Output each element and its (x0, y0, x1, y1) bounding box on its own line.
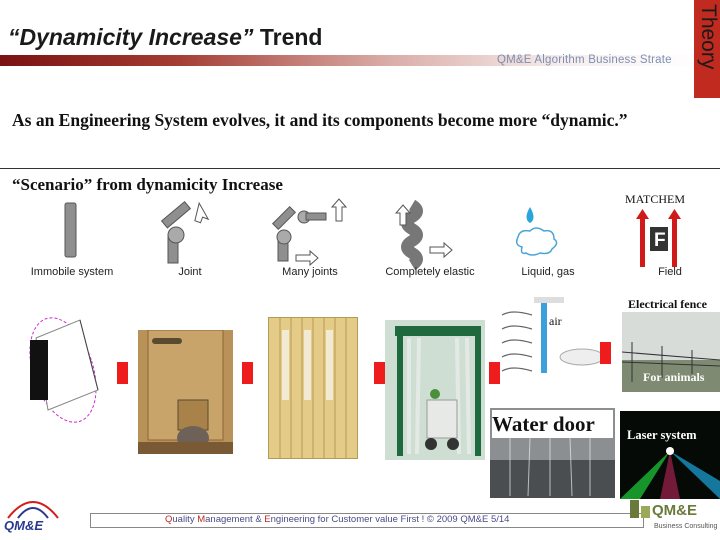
arrow-5 (600, 342, 611, 364)
water-door-label: Water door (492, 410, 613, 438)
title-rest: Trend (253, 24, 323, 50)
stage-label-many-joints: Many joints (282, 266, 338, 278)
folding-door-photo (268, 317, 358, 459)
theory-tab-label: Theory (697, 4, 720, 70)
laser-system-label: Laser system (627, 428, 697, 442)
bar-icon (65, 203, 76, 257)
qme-right-mark (628, 498, 652, 520)
electrical-fence-label: Electrical fence (628, 297, 707, 311)
stage-label-joint: Joint (178, 266, 202, 278)
air-label: air (549, 314, 562, 328)
header-subtitle: QM&E Algorithm Business Strate (497, 54, 672, 66)
pet-door-photo (138, 330, 233, 454)
strip-curtain-photo (385, 320, 485, 460)
stage-label-immobile: Immobile system (30, 266, 114, 278)
for-animals-label: For animals (643, 370, 705, 384)
arrow-1 (117, 362, 128, 384)
field-icon (636, 209, 681, 267)
arrow-2 (242, 362, 253, 384)
title-quoted: “Dynamicity Increase” (8, 24, 254, 50)
divider (0, 168, 720, 169)
air-curtain-diagram (494, 295, 606, 395)
cloud-drop-icon (517, 207, 557, 255)
page-title (8, 24, 322, 51)
footer-text: Quality Management & Engineering for Customer value First ! © 2009 QM&E 5/14 (165, 514, 510, 525)
stage-label-liquid: Liquid, gas (521, 266, 575, 278)
door-sketch-image (8, 312, 108, 424)
qme-logo-right: QM&E (652, 502, 697, 519)
matchem-label: MATCHEM (625, 192, 686, 206)
qme-logo-left: QM&E (4, 518, 43, 533)
scenario-heading: “Scenario” from dynamicity Increase (12, 175, 283, 194)
arrow-3 (374, 362, 385, 384)
qme-logo-right-sub: Business Consulting (654, 523, 718, 530)
stage-label-elastic: Completely elastic (385, 266, 475, 278)
many-joints-icon (273, 199, 346, 265)
statement-text: As an Engineering System evolves, it and its components become more “dynamic.” (12, 110, 628, 130)
joint-icon (162, 202, 213, 263)
stage-label-field: Field (658, 266, 682, 278)
theory-tab (694, 0, 720, 98)
elastic-icon (396, 205, 452, 265)
qme-logo-mark (4, 492, 62, 520)
field-letter: F (654, 230, 666, 251)
laser-system-photo (620, 411, 720, 499)
